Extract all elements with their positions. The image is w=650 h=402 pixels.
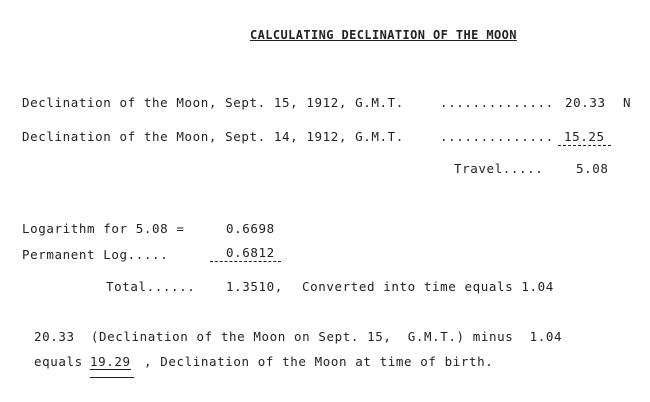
log-label: Logarithm for 5.08 = [22,221,185,236]
row-label: Declination of the Moon, Sept. 15, 1912, G.M.T. [22,95,404,110]
birth-declination-value: 19.29 [90,354,131,369]
log-value: 0.6698 [226,221,275,236]
row-label: Declination of the Moon, Sept. 14, 1912, G.M.T. [22,129,404,144]
log-label: Permanent Log..... [22,247,169,262]
row-value: 15.25 [558,130,611,146]
conversion-note: Converted into time equals 1.04 [302,279,554,294]
travel-label: Travel..... [454,161,544,176]
conclusion-line-1: 20.33 (Declination of the Moon on Sept. 15, G.M.T.) minus 1.04 [34,329,563,344]
travel-value: 5.08 [576,161,609,176]
conclusion-tail: , Declination of the Moon at time of birth. [144,354,494,369]
direction-suffix: N [623,95,632,110]
total-value: 1.3510, [226,279,283,294]
dot-leader: .............. [440,129,554,144]
page-title: CALCULATING DECLINATION OF THE MOON [250,28,517,42]
total-label: Total...... [106,279,196,294]
conclusion-equals: equals [34,354,83,369]
log-value: 0.6812 [210,246,281,262]
double-underline [90,377,134,378]
dot-leader: .............. [440,95,554,110]
row-value: 20.33 [565,95,606,110]
